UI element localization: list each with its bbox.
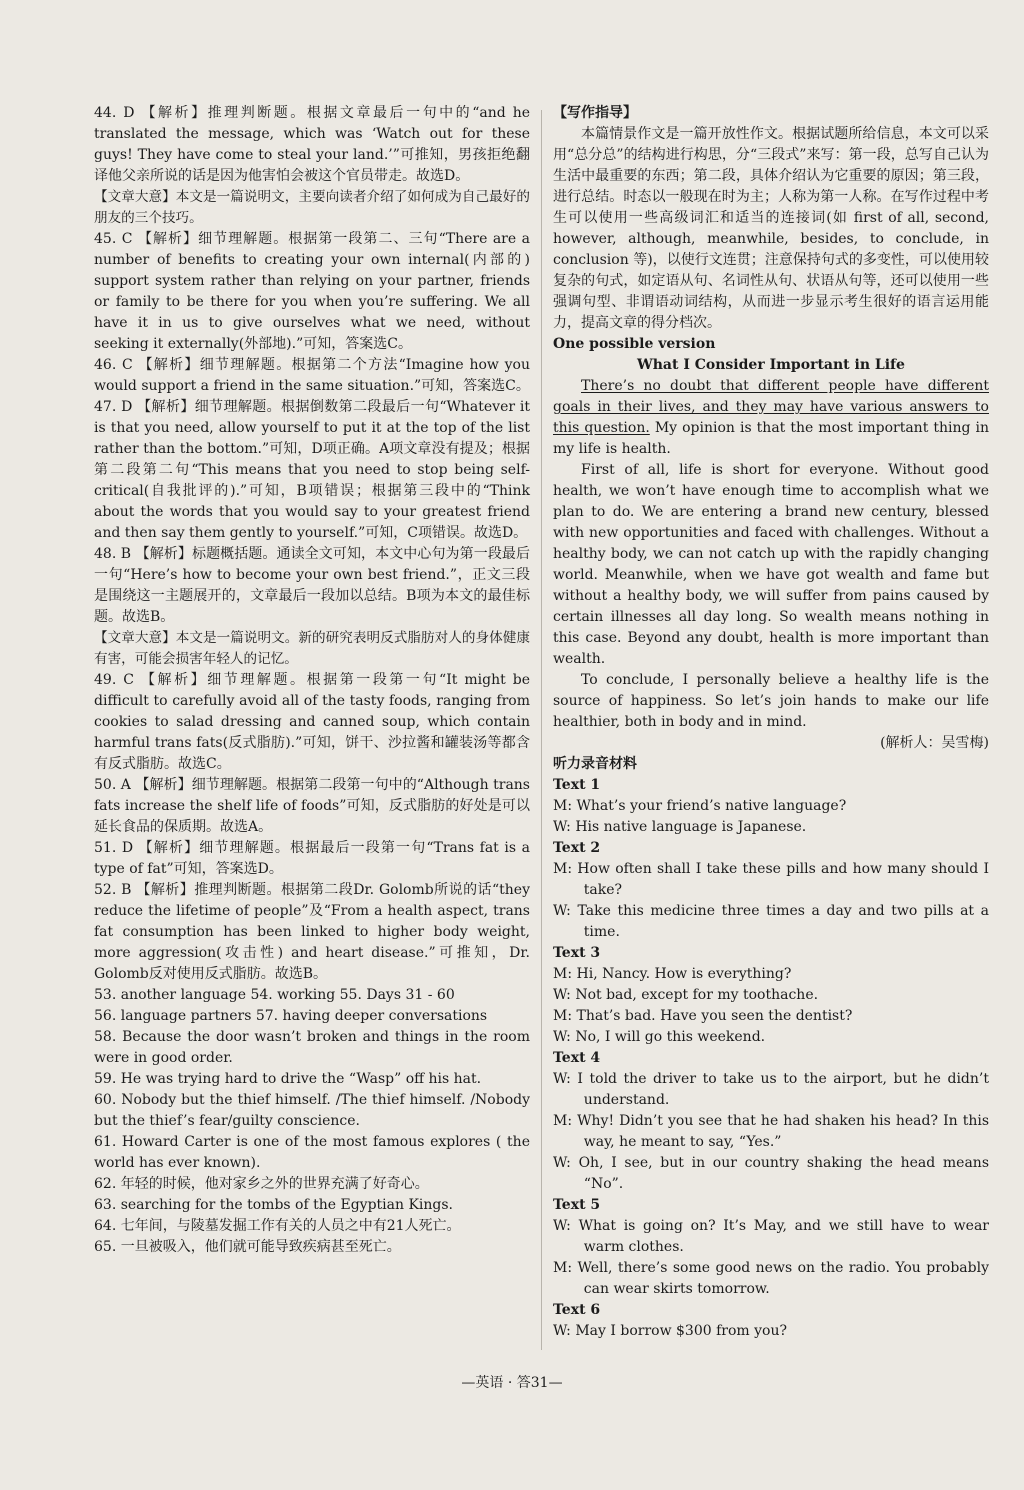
article-summary: 【文章大意】本文是一篇说明文，主要向读者介绍了如何成为自己最好的朋友的三个技巧。	[94, 189, 530, 226]
answer-item: 47. D 【解析】细节理解题。根据倒数第二段最后一句“Whatever it is that you need, allow yourself to put it at the top of the list rather than the bottom.”可知，D项正确。A项文章没有提及；根据第二段第二句“This means that you need to stop being self-critical(自我批评的).”可知，B项错误；根据第三段中的“Think about the words that you would say to your greatest friend and then say them gently to yourself.”可知，C项错误。故选D。	[94, 399, 530, 541]
dialogue-line: W: I told the driver to take us to the airport, but he didn’t understand.	[553, 1071, 989, 1108]
article-summary: 【文章大意】本文是一篇说明文。新的研究表明反式脂肪对人的身体健康有害，可能会损害年轻人的记忆。	[94, 630, 530, 667]
dialogue-line: W: What is going on? It’s May, and we still have to wear warm clothes.	[553, 1218, 989, 1255]
answer-item: 59. He was trying hard to drive the “Wasp” off his hat.	[94, 1071, 482, 1087]
listening-text-label: Text 3	[553, 945, 601, 961]
listening-text-label: Text 4	[553, 1050, 601, 1066]
answer-item: 49. C 【解析】细节理解题。根据第一段第一句“It might be difficult to carefully avoid all of the tasty foods, ranging from cookies to salad dressing and canned soup, which contain harmful trans fats(反式脂肪).”可知，饼干、沙拉酱和罐装汤等都含有反式脂肪。故选C。	[94, 672, 530, 772]
dialogue-line: M: That’s bad. Have you seen the dentist?	[553, 1008, 853, 1024]
answer-item: 58. Because the door wasn’t broken and things in the room were in good order.	[94, 1029, 530, 1066]
dialogue-line: W: May I borrow $300 from you?	[553, 1323, 787, 1339]
writing-heading: 【写作指导】	[553, 105, 637, 121]
essay-title: What I Consider Important in Life	[637, 357, 905, 373]
answer-item: 61. Howard Carter is one of the most famous explores ( the world has ever known).	[94, 1134, 530, 1171]
dialogue-line: M: Why! Didn’t you see that he had shaken his head? In this way, he meant to say, “Yes.”	[553, 1113, 989, 1150]
writing-guide: 本篇情景作文是一篇开放性作文。根据试题所给信息，本文可以采用“总分总”的结构进行构思，分“三段式”来写：第一段，总写自己认为生活中最重要的东西；第二段，具体介绍认为它重要的原因；第三段，进行总结。时态以一般现在时为主；人称为第一人称。在写作过程中考生可以使用一些高级词汇和适当的连接词(如 first of all, second, however, although, meanwhile, besides, to conclude, in conclusion 等)，以使行文连贯；注意保持句式的多变性，可以使用较复杂的句式，如定语从句、名词性从句、状语从句等，还可以使用一些强调句型、非谓语动词结构，从而进一步显示考生很好的语言运用能力，提高文章的得分档次。	[553, 126, 989, 331]
listening-texts	[553, 775, 989, 1342]
answer-item: 56. language partners 57. having deeper conversations	[94, 1008, 488, 1024]
essay-thesis-underlined: There’s no doubt that different people have different goals in their lives, and they may have various answers to this question.	[553, 378, 989, 436]
right-column	[553, 103, 989, 1342]
dialogue-line: M: What’s your friend’s native language?	[553, 798, 847, 814]
answer-item: 62. 年轻的时候，他对家乡之外的世界充满了好奇心。	[94, 1176, 429, 1192]
essay-paragraph-1	[553, 376, 989, 460]
dialogue-line: W: Not bad, except for my toothache.	[553, 987, 819, 1003]
answer-item: 63. searching for the tombs of the Egyptian Kings.	[94, 1197, 454, 1213]
left-column	[94, 103, 530, 1258]
listening-text-label: Text 1	[553, 777, 601, 793]
answer-item: 44. D 【解析】推理判断题。根据文章最后一句中的“and he translated the message, which was ‘Watch out for these guys! They have come to steal your land.’”可推知，男孩拒绝翻译他父亲所说的话是因为他害怕会被这个官员带走。故选D。	[94, 105, 530, 184]
listening-text-label: Text 6	[553, 1302, 601, 1318]
column-divider	[541, 110, 542, 1350]
analyst-credit: (解析人：吴雪梅)	[880, 735, 989, 751]
answer-item: 60. Nobody but the thief himself. /The thief himself. /Nobody but the thief’s fear/guilty conscience.	[94, 1092, 530, 1129]
answer-item: 51. D 【解析】细节理解题。根据最后一段第一句“Trans fat is a type of fat”可知，答案选D。	[94, 840, 530, 877]
dialogue-line: M: Hi, Nancy. How is everything?	[553, 966, 792, 982]
answer-item: 50. A 【解析】细节理解题。根据第二段第一句中的“Although trans fats increase the shelf life of foods”可知，反式脂肪的好处是可以延长食品的保质期。故选A。	[94, 777, 530, 835]
answer-item: 45. C 【解析】细节理解题。根据第一段第二、三句“There are a number of benefits to creating your own internal(内部的) support system rather than relying on your partner, friends or family to be there for you when you’re suffering. We all have it in us to give ourselves what we need, without seeking it externally(外部地).”可知，答案选C。	[94, 231, 530, 352]
answer-item: 64. 七年间，与陵墓发掘工作有关的人员之中有21人死亡。	[94, 1218, 461, 1234]
answer-item: 52. B 【解析】推理判断题。根据第二段Dr. Golomb所说的话“they reduce the lifetime of people”及“From a health aspect, trans fat consumption has been linked to higher body weight, more aggression(攻击性) and heart disease.”可推知，Dr. Golomb反对使用反式脂肪。故选B。	[94, 882, 530, 982]
dialogue-line: W: No, I will go this weekend.	[553, 1029, 766, 1045]
dialogue-line: M: Well, there’s some good news on the radio. You probably can wear skirts tomorrow.	[553, 1260, 989, 1297]
dialogue-line: W: His native language is Japanese.	[553, 819, 807, 835]
essay-p1-rest: My opinion is that the most important thing in my life is health.	[553, 420, 989, 457]
listening-heading: 听力录音材料	[553, 756, 637, 772]
version-label: One possible version	[553, 336, 716, 352]
essay-paragraph-2: First of all, life is short for everyone. Without good health, we won’t have enough time to accomplish what we plan to do. We are entering a brand new century, blessed with new opportunities and faced with challenges. Without a healthy body, we can not catch up with the rapidly changing world. Meanwhile, when we have got wealth and fame but without a healthy body, we will suffer from pains caused by certain illnesses all day long. So wealth means nothing in this case. Beyond any doubt, health is more important than wealth.	[553, 462, 989, 667]
answer-item: 48. B 【解析】标题概括题。通读全文可知，本文中心句为第一段最后一句“Here’s how to become your own best friend.”，正文三段是围绕这一主题展开的，文章最后一段加以总结。B项为本文的最佳标题。故选B。	[94, 546, 530, 625]
listening-text-label: Text 2	[553, 840, 601, 856]
answer-item: 46. C 【解析】细节理解题。根据第二个方法“Imagine how you would support a friend in the same situation.”可知，答案选C。	[94, 357, 530, 394]
page-footer: —英语 · 答31—	[461, 1375, 563, 1391]
essay-paragraph-3: To conclude, I personally believe a healthy life is the source of happiness. So let’s join hands to make our life healthier, both in body and in mind.	[553, 672, 989, 730]
dialogue-line: M: How often shall I take these pills and how many should I take?	[553, 861, 989, 898]
dialogue-line: W: Take this medicine three times a day and two pills at a time.	[553, 903, 989, 940]
answer-item: 53. another language 54. working 55. Days 31 - 60	[94, 987, 455, 1003]
listening-text-label: Text 5	[553, 1197, 601, 1213]
dialogue-line: W: Oh, I see, but in our country shaking the head means “No”.	[553, 1155, 989, 1192]
answer-item: 65. 一旦被吸入，他们就可能导致疾病甚至死亡。	[94, 1239, 401, 1255]
